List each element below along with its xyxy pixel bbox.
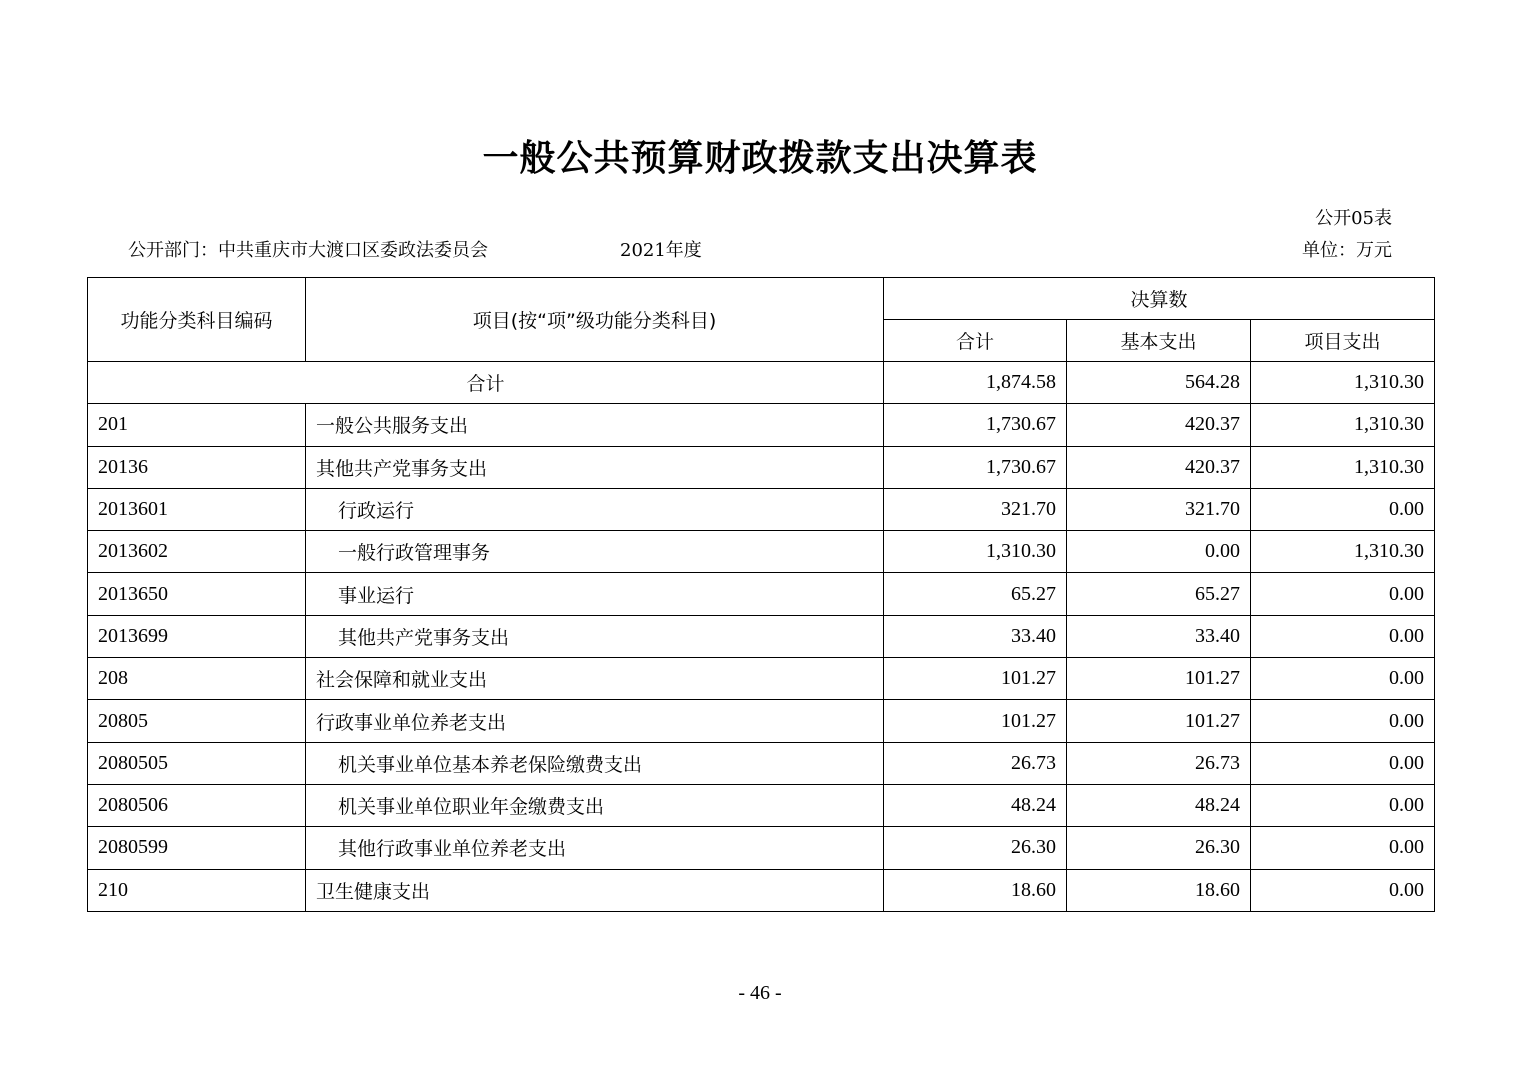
row-basic: 101.27 [1067,700,1251,742]
row-total: 101.27 [884,658,1067,700]
row-code: 2080505 [88,742,306,784]
table-row [88,404,1435,446]
row-code: 210 [88,869,306,911]
department-label: 公开部门：中共重庆市大渡口区委政法委员会 [128,240,488,261]
row-code: 2013602 [88,531,306,573]
row-basic: 0.00 [1067,531,1251,573]
row-basic: 18.60 [1067,869,1251,911]
header-total: 合计 [884,320,1067,362]
table-row [88,869,1435,911]
header-basic: 基本支出 [1067,320,1251,362]
row-project: 0.00 [1251,488,1435,530]
row-code: 20805 [88,700,306,742]
total-label: 合计 [88,362,884,404]
row-total: 1,310.30 [884,531,1067,573]
unit-label: 单位：万元 [1302,240,1392,261]
table-row [88,742,1435,784]
row-total: 1,730.67 [884,446,1067,488]
row-code: 2080599 [88,827,306,869]
row-code: 20136 [88,446,306,488]
row-project: 1,310.30 [1251,531,1435,573]
row-name: 其他共产党事务支出 [338,626,510,649]
header-code: 功能分类科目编码 [88,278,306,362]
row-code: 2013601 [88,488,306,530]
row-name-cell [306,658,884,700]
table-number: 公开05表 [1315,208,1392,229]
row-total: 1,730.67 [884,404,1067,446]
row-basic: 48.24 [1067,784,1251,826]
row-project: 0.00 [1251,869,1435,911]
row-project: 0.00 [1251,615,1435,657]
row-project: 1,310.30 [1251,446,1435,488]
row-project: 0.00 [1251,573,1435,615]
row-name-cell [306,446,884,488]
row-name-cell [306,784,884,826]
row-name: 一般公共服务支出 [316,415,469,438]
row-project: 0.00 [1251,658,1435,700]
document-title: 一般公共预算财政拨款支出决算表 [482,138,1038,179]
row-basic: 26.73 [1067,742,1251,784]
row-name: 事业运行 [338,584,415,607]
row-name: 其他行政事业单位养老支出 [338,838,567,861]
total-project: 1,310.30 [1251,362,1435,404]
table-row [88,573,1435,615]
row-name-cell [306,615,884,657]
table-row [88,488,1435,530]
table-row [88,700,1435,742]
table-row [88,784,1435,826]
row-total: 33.40 [884,615,1067,657]
row-code: 2080506 [88,784,306,826]
row-name: 社会保障和就业支出 [316,669,488,692]
row-name: 卫生健康支出 [316,880,431,903]
header-group: 决算数 [884,278,1435,320]
row-basic: 420.37 [1067,404,1251,446]
row-total: 65.27 [884,573,1067,615]
row-name-cell [306,869,884,911]
row-code: 208 [88,658,306,700]
total-total: 1,874.58 [884,362,1067,404]
row-name: 行政事业单位养老支出 [316,711,507,734]
table-row [88,827,1435,869]
row-name-cell [306,531,884,573]
row-name: 一般行政管理事务 [338,542,491,565]
row-total: 26.30 [884,827,1067,869]
row-name-cell [306,827,884,869]
row-project: 1,310.30 [1251,404,1435,446]
row-basic: 65.27 [1067,573,1251,615]
row-basic: 101.27 [1067,658,1251,700]
table-row [88,658,1435,700]
row-name: 机关事业单位基本养老保险缴费支出 [338,753,643,776]
table-row [88,446,1435,488]
row-name: 机关事业单位职业年金缴费支出 [338,796,605,819]
row-code: 2013650 [88,573,306,615]
row-name: 行政运行 [338,500,415,523]
fiscal-year: 2021年度 [620,240,702,261]
row-name-cell [306,488,884,530]
row-code: 201 [88,404,306,446]
header-project: 项目支出 [1251,320,1435,362]
row-name: 其他共产党事务支出 [316,457,488,480]
row-basic: 26.30 [1067,827,1251,869]
row-name-cell [306,700,884,742]
row-name-cell [306,404,884,446]
expenditure-table [87,277,1435,912]
row-basic: 321.70 [1067,488,1251,530]
row-code: 2013699 [88,615,306,657]
total-basic: 564.28 [1067,362,1251,404]
row-total: 48.24 [884,784,1067,826]
row-project: 0.00 [1251,700,1435,742]
row-total: 26.73 [884,742,1067,784]
row-basic: 33.40 [1067,615,1251,657]
table-row [88,615,1435,657]
row-project: 0.00 [1251,742,1435,784]
page-number: - 46 - [738,982,782,1004]
row-total: 18.60 [884,869,1067,911]
row-name-cell [306,573,884,615]
row-project: 0.00 [1251,827,1435,869]
row-project: 0.00 [1251,784,1435,826]
header-item: 项目(按“项”级功能分类科目) [306,278,884,362]
row-total: 101.27 [884,700,1067,742]
total-row [88,362,1435,404]
row-name-cell [306,742,884,784]
row-basic: 420.37 [1067,446,1251,488]
table-row [88,531,1435,573]
row-total: 321.70 [884,488,1067,530]
